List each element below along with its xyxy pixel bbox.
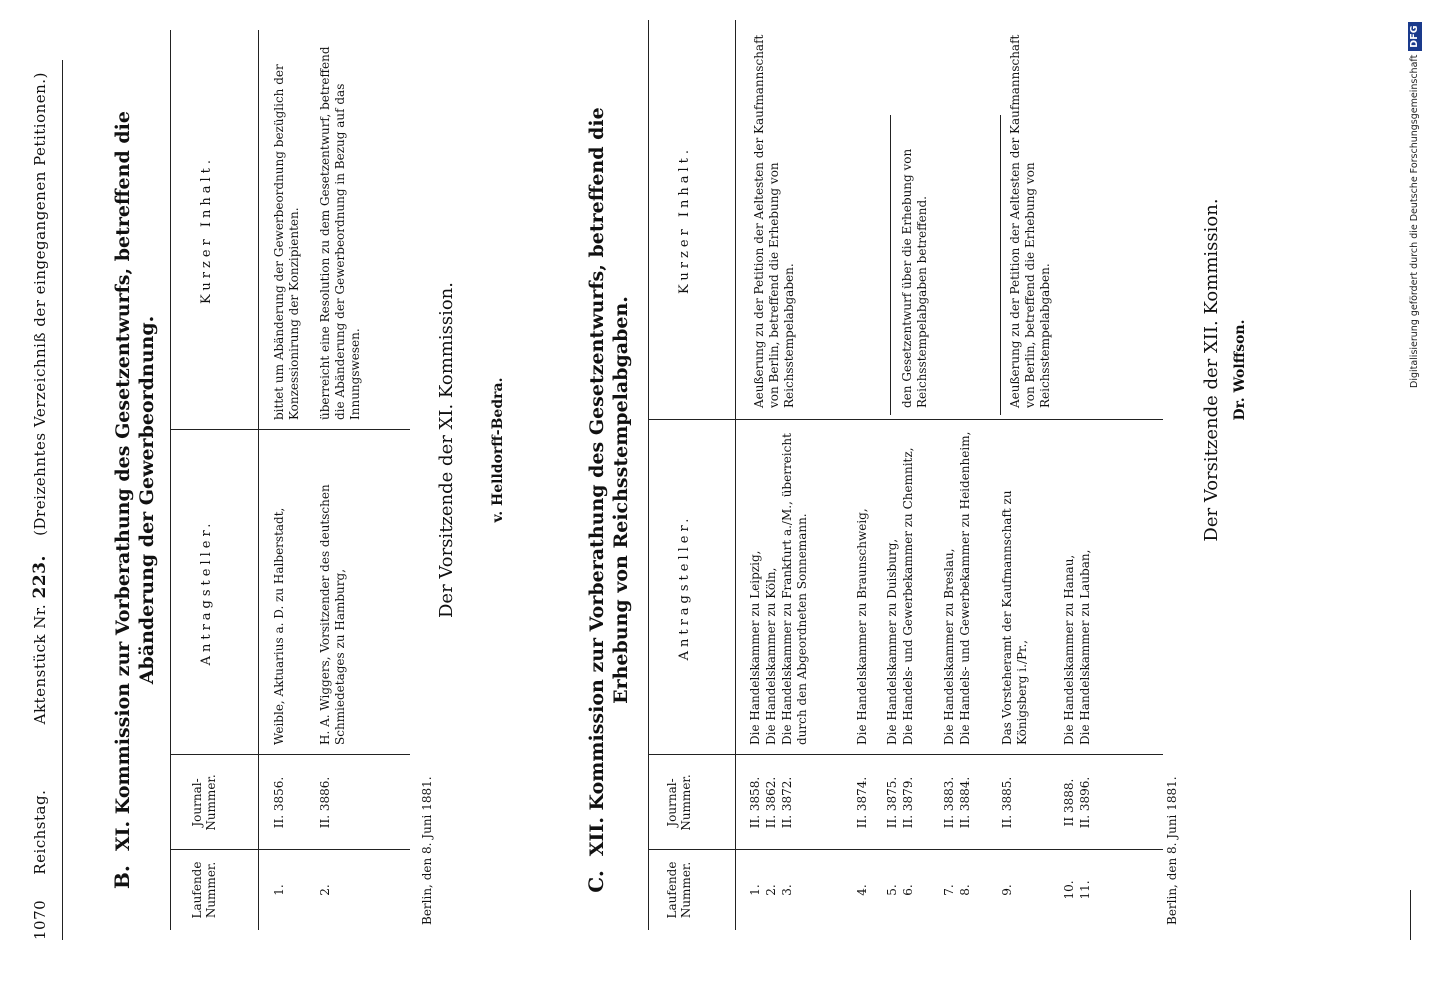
- c-inhalt-group-2: den Gesetzentwurf über die Erhebung von Reichsstempelabgaben betreffend.: [900, 148, 929, 408]
- header-title-prefix: Aktenstück Nr.: [31, 603, 49, 725]
- c-row-nr: 10.: [1062, 880, 1076, 900]
- c-row-antragsteller: Die Handelskammer zu Köln,: [764, 567, 778, 745]
- table-c-col-divider: [648, 754, 1163, 755]
- c-row-antragsteller: Die Handelskammer zu Braunschweig,: [855, 508, 869, 745]
- section-b-title: [110, 70, 159, 930]
- b-row-1-nr: 1.: [272, 884, 286, 896]
- section-b-date: Berlin, den 8. Juni 1881.: [420, 776, 434, 925]
- c-row-journal: II 3888.: [1062, 778, 1076, 827]
- table-c-top-rule: [648, 20, 649, 930]
- table-b-top-rule: [170, 30, 171, 930]
- page-edge-mark: [1410, 890, 1411, 940]
- section-b-title-text: XI. Kommission zur Vorberathung des Gesetzentwurfs, betreffend die Abänderung der Gewerbeordnung.: [112, 111, 158, 852]
- header-title-number: 223.: [30, 555, 50, 599]
- table-c-col-divider: [648, 419, 1163, 420]
- section-c-letter: C.: [584, 870, 608, 893]
- col-head-antragsteller: Antragsteller.: [199, 519, 214, 666]
- c-inhalt-group-1: Aeußerung zu der Petition der Aeltesten der Kaufmannschaft von Berlin, betreffend die Erhebung von Reichsstempelabgaben.: [752, 34, 796, 408]
- c-row-journal: II. 3884.: [958, 776, 972, 829]
- c-row-journal: II. 3862.: [764, 776, 778, 829]
- section-b-signature: Der Vorsitzende der XI. Kommission.: [436, 282, 457, 618]
- running-header: [30, 40, 50, 940]
- c-row-nr: 2.: [764, 884, 778, 896]
- section-c-date: Berlin, den 8. Juni 1881.: [1165, 776, 1179, 925]
- c-row-nr: 1.: [748, 884, 762, 896]
- c-group-rule: [1000, 115, 1001, 415]
- c-row-nr: 6.: [901, 884, 915, 896]
- dfg-credit: [1404, 8, 1426, 388]
- c-row-nr: 4.: [855, 884, 869, 896]
- section-c-title: [584, 70, 633, 930]
- header-left: Reichstag.: [31, 789, 49, 875]
- col-head-journal: Journal- Nummer.: [665, 774, 693, 831]
- c-row-antragsteller: Das Vorsteheramt der Kaufmannschaft zu Königsberg i./Pr.,: [1000, 490, 1029, 745]
- page-number: 1070: [31, 899, 49, 940]
- table-c-head-rule: [735, 20, 736, 930]
- c-row-journal: II. 3874.: [855, 776, 869, 829]
- b-row-1-antragsteller: Weible, Aktuarius a. D. zu Halberstadt,: [272, 507, 286, 745]
- c-row-journal: II. 3875.: [885, 776, 899, 829]
- c-row-antragsteller: Die Handelskammer zu Frankfurt a./M., überreicht durch den Abgeordneten Sonnemann.: [780, 433, 809, 745]
- section-c-signature: Der Vorsitzende der XII. Kommission.: [1201, 198, 1222, 542]
- col-head-journal: Journal- Nummer.: [190, 774, 218, 831]
- b-row-1-inhalt: bittet um Abänderung der Gewerbeordnung bezüglich der Konzessionirung der Konzipienten.: [272, 64, 301, 420]
- c-row-nr: 11.: [1078, 880, 1092, 900]
- c-row-antragsteller: Die Handelskammer zu Lauban,: [1078, 549, 1092, 745]
- b-row-2-inhalt: überreicht eine Resolution zu dem Gesetzentwurf, betreffend die Abänderung der Gewerbeordnung in Bezug auf das Innungswesen.: [318, 46, 362, 420]
- dfg-logo: DFG: [1408, 23, 1422, 51]
- c-row-journal: II. 3872.: [780, 776, 794, 829]
- c-row-journal: II. 3883.: [942, 776, 956, 829]
- section-b-signatory: v. Helldorff-Bedra.: [490, 377, 506, 523]
- section-b-letter: B.: [110, 865, 134, 889]
- section-c-signatory: Dr. Wolffson.: [1232, 319, 1248, 421]
- c-row-journal: II. 3896.: [1078, 776, 1092, 829]
- b-row-2-nr: 2.: [318, 884, 332, 896]
- col-head-inhalt: Kurzer Inhalt.: [199, 155, 214, 305]
- c-row-nr: 5.: [885, 884, 899, 896]
- table-c-col-divider: [648, 849, 1163, 850]
- c-row-nr: 8.: [958, 884, 972, 896]
- c-row-antragsteller: Die Handelskammer zu Hanau,: [1062, 554, 1076, 745]
- header-rule: [62, 60, 63, 940]
- b-row-2-antragsteller: H. A. Wiggers, Vorsitzender des deutschen Schmiedetages zu Hamburg,: [318, 484, 347, 745]
- c-row-antragsteller: Die Handels- und Gewerbekammer zu Heidenheim,: [958, 431, 972, 745]
- c-row-nr: 9.: [1000, 884, 1014, 896]
- col-head-laufende: Laufende Nummer.: [665, 861, 693, 919]
- dfg-credit-text: Digitalisierung gefördert durch die Deutsche Forschungsgemeinschaft: [1409, 54, 1420, 388]
- table-b-col-divider: [170, 429, 410, 430]
- c-row-journal: II. 3885.: [1000, 776, 1014, 829]
- c-row-nr: 3.: [780, 884, 794, 896]
- col-head-antragsteller: Antragsteller.: [677, 514, 692, 661]
- c-row-antragsteller: Die Handelskammer zu Breslau,: [942, 548, 956, 745]
- c-inhalt-group-3: Aeußerung zu der Petition der Aeltesten der Kaufmannschaft von Berlin, betreffend die Erhebung von Reichsstempelabgaben.: [1008, 34, 1052, 408]
- c-row-journal: II. 3858.: [748, 776, 762, 829]
- section-c-title-text: XII. Kommission zur Vorberathung des Gesetzentwurfs, betreffend die Erhebung von Reichsstempelabgaben.: [586, 107, 632, 857]
- c-row-antragsteller: Die Handelskammer zu Leipzig,: [748, 550, 762, 745]
- c-row-nr: 7.: [942, 884, 956, 896]
- c-group-rule: [890, 115, 891, 415]
- c-row-antragsteller: Die Handelskammer zu Duisburg,: [885, 538, 899, 745]
- b-row-2-journal: II. 3886.: [318, 776, 332, 829]
- col-head-inhalt: Kurzer Inhalt.: [677, 145, 692, 295]
- header-subtitle: (Dreizehntes Verzeichniß der eingegangenen Petitionen.): [31, 72, 49, 536]
- table-b-head-rule: [258, 30, 259, 930]
- c-row-antragsteller: Die Handels- und Gewerbekammer zu Chemnitz,: [901, 447, 915, 745]
- c-row-journal: II. 3879.: [901, 776, 915, 829]
- b-row-1-journal: II. 3856.: [272, 776, 286, 829]
- table-b-col-divider: [170, 754, 410, 755]
- table-b-col-divider: [170, 849, 410, 850]
- col-head-laufende: Laufende Nummer.: [190, 861, 218, 919]
